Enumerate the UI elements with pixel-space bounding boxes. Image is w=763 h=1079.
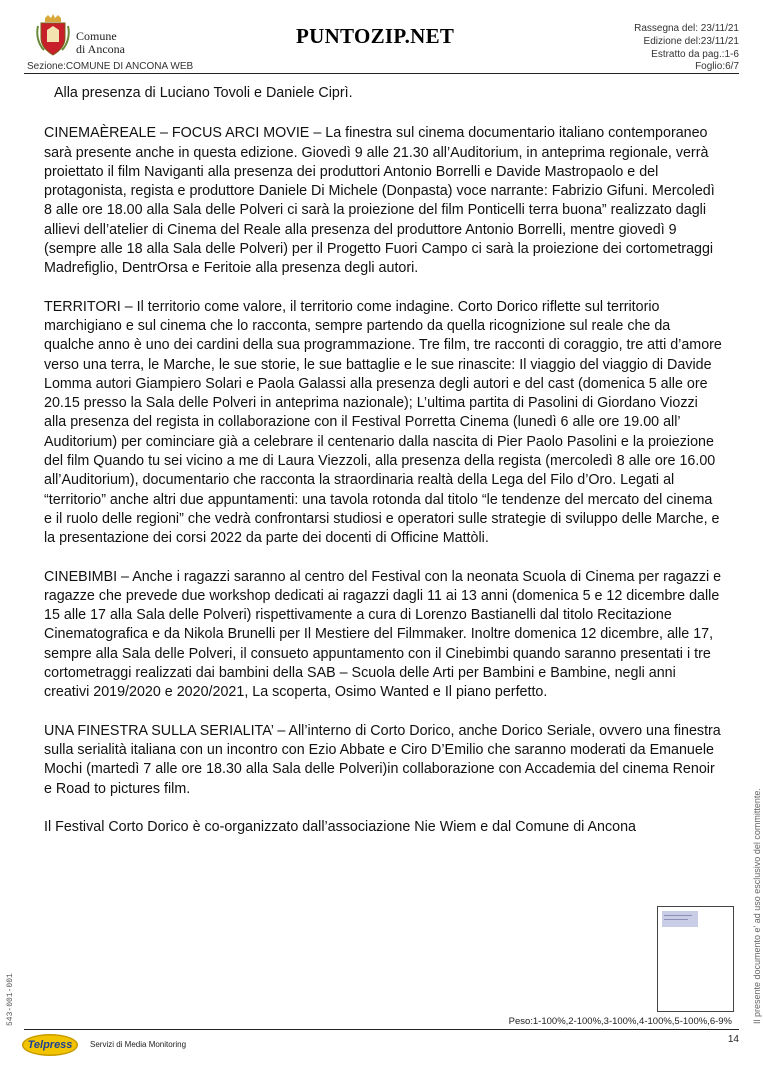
paragraph-cinebimbi: CINEBIMBI – Anche i ragazzi saranno al centro del Festival con la neonata Scuola di Cinema per ragazzi e ragazze che prevede due workshop dedicati ai ragazzi dagli 11 ai 13 anni (domenica 5 e 12 dicembre dalle 15 alle 17 alla Sala delle Polveri) rispettivamente a cura di Lorenzo Bastianelli dal titolo Recitazione Cinematografica e da Nikola Brunelli per Il Mestiere del Filmmaker. Inoltre domenica 12 dicembre, alle 17, sempre alla Sala delle Polveri, il consueto appuntamento con il Cinebimbi quando saranno presentati i tre cortometraggi realizzati dai bambini della SAB – Scuola delle Arti per Bambini e Bambine, negli anni creativi 2019/2020 e 2020/2021, La scoperta, Osimo Wanted e Il piano perfetto. [44,568,722,701]
paragraph-territori: TERRITORI – Il territorio come valore, il territorio come indagine. Corto Dorico riflette sul territorio marchigiano e sul cinema che lo racconta, sempre partendo da quella ricognizione sul reale che da qualche anno è uno dei cardini della sua programmazione. Tre film, tre racconti di coraggio, tre atti d’amore verso una terra, le Marche, le sue storie, le sue battaglie e le sue rinascite: Il viaggio del viaggio di Davide Lomma autori Giampiero Solari e Paola Galassi alla presenza degli autori e del cast (domenica 5 alle ore 20.15 presso la Sala delle Polveri in anteprima nazionale); L’ultima partita di Pasolini di Giordano Viozzi alla presenza del regista in collaborazione con il Festival Porretta Cinema (lunedì 6 alle ore 19.00 all’ Auditorium) per cominciare già a celebrare il centenario dalla nascita di Pier Paolo Pasolini e la proiezione del film Quando tu sei vicino a me di Laura Viezzoli, alla presenza della regista (mercoledì 8 alle ore 16.00 all’Auditorium), documentario che racconta la straordinaria realtà della Lega del Filo d’Oro. Legati al “territorio” anche altri due appuntamenti: una tavola rotonda dal titolo “le tendenze del mercato del cinema e il ruolo delle regioni” che vedrà confrontarsi studiosi e operatori sulle strategie di sviluppo delle Marche, e la presentazione dei corsi 2022 da parte dei docenti di Officine Mattòli. [44,298,722,547]
site-title: PUNTOZIP.NET [296,24,455,48]
press-metadata [634,22,739,61]
edizione-date: Edizione del:23/11/21 [643,36,739,47]
header-divider [24,73,739,74]
page-thumbnail [657,906,734,1012]
telpress-logo: Telpress [22,1034,78,1056]
page-number: 14 [727,1034,739,1045]
paragraph-cinemaereale: CINEMAÈREALE – FOCUS ARCI MOVIE – La finestra sul cinema documentario italiano contemporaneo sarà presente anche in questa edizione. Giovedì 9 alle 21.30 all’Auditorium, in anteprima regionale, verrà proiettato il film Naviganti alla presenza dei produttori Antonio Borrelli e Davide Mastropaolo e del protagonista, regista e produttore Daniele Di Michele (Donpasta) voce narrante: Fabrizio Gifuni. Mercoledì 8 alle ore 18.00 alla Sala delle Polveri ci sarà la proiezione del film Ponticelli terra buona” realizzato dagli allievi dell’atelier di Cinema del Reale alla presenza del produttore Antonio Borrelli, mentre giovedì 9 (sempre alle 18 alla Sala delle Polveri) per il Progetto Fuori Campo ci sarà la proiezione dei cortometraggi Madrefiglio, DentrOrsa e Feritoie alla presenza degli autori. [44,125,715,277]
services-caption: Servizi di Media Monitoring [90,1040,187,1049]
coat-of-arms-icon [36,14,70,56]
estratto-pages: Estratto da pag.:1-6 [651,49,739,60]
article-body [44,84,724,856]
peso-info: Peso:1-100%,2-100%,3-100%,4-100%,5-100%,6-9% [508,1016,732,1027]
comune-name: Comune di Ancona [76,29,125,56]
foglio-indicator: Foglio:6/7 [695,61,739,72]
paragraph-serialita: UNA FINESTRA SULLA SERIALITA’ – All’interno di Corto Dorico, anche Dorico Seriale, ovvero una finestra sulla serialità italiana con un incontro con Ezio Abbate e Ciro D’Emilio che saranno moderati da Emanuele Mochi (martedì 7 alle ore 18.30 alla Sala delle Polveri)in collaborazione con Accademia del cinema Renoir e Road to pictures film. [44,722,721,797]
footer-divider [24,1029,739,1030]
document-code: 543-001-001 [6,973,15,1026]
intro-paragraph: Alla presenza di Luciano Tovoli e Daniele Ciprì. [54,85,353,101]
comune-logo [36,14,151,58]
legal-notice: Il presente documento e' ad uso esclusivo del committente. [752,788,762,1024]
section-label: Sezione:COMUNE DI ANCONA WEB [27,61,194,72]
paragraph-organizers: Il Festival Corto Dorico è co-organizzato dall’associazione Nie Wiem e dal Comune di Ancona [44,818,637,835]
rassegna-date: Rassegna del: 23/11/21 [634,23,739,34]
